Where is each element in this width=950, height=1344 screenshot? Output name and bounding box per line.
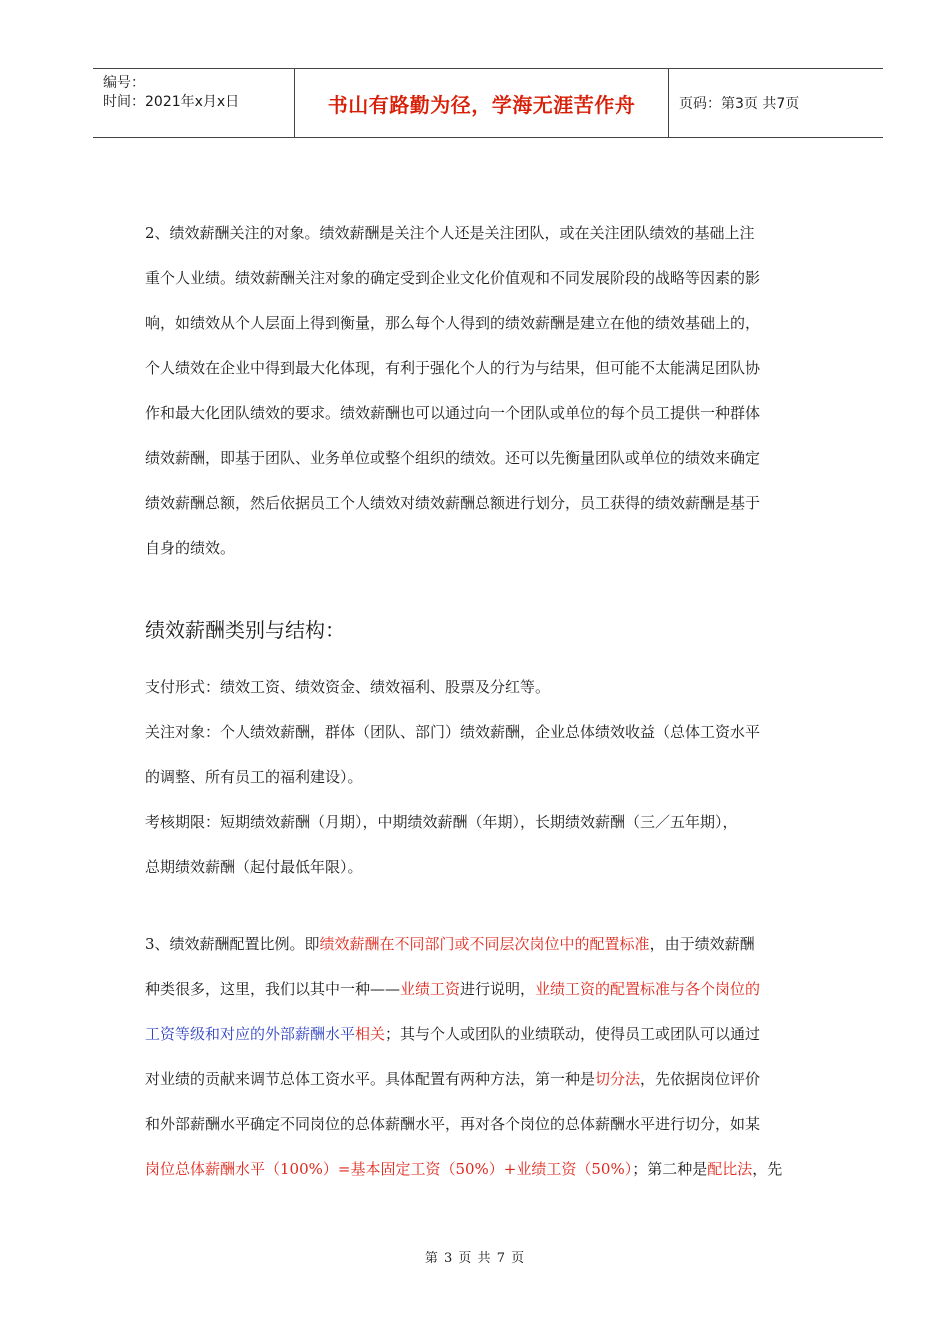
header-meta-cell bbox=[93, 69, 295, 137]
text-line: 绩效薪酬总额，然后依据员工个人绩效对绩效薪酬总额进行划分，员工获得的绩效薪酬是基于 bbox=[145, 494, 761, 512]
highlight-red: 绩效薪酬在不同部门或不同层次岗位中的配置标准 bbox=[319, 935, 650, 953]
page-number-label: 页码：第3页 共7页 bbox=[679, 96, 800, 112]
list-item: 支付形式：绩效工资、绩效资金、绩效福利、股票及分红等。 bbox=[145, 678, 551, 696]
highlight-red: 相关 bbox=[355, 1025, 386, 1043]
text-run: 对业绩的贡献来调节总体工资水平。具体配置有两种方法，第一种是 bbox=[145, 1070, 596, 1088]
serial-label: 编号： bbox=[103, 75, 145, 91]
text-line bbox=[145, 922, 835, 967]
highlight-red: 业绩工资的配置标准与各个岗位的 bbox=[535, 980, 761, 998]
highlight-red: 切分法 bbox=[595, 1070, 641, 1088]
text-run: ，由于绩效薪酬 bbox=[649, 935, 755, 953]
header-page-cell bbox=[669, 69, 883, 137]
section-2-paragraph bbox=[145, 211, 835, 571]
highlight-blue: 工资等级和对应的外部薪酬水平 bbox=[145, 1025, 356, 1043]
list-item: 考核期限：短期绩效薪酬（月期），中期绩效薪酬（年期），长期绩效薪酬（三／五年期）， bbox=[145, 813, 738, 831]
text-run: ；第二种是 bbox=[632, 1160, 708, 1178]
text-line: 绩效薪酬，即基于团队、业务单位或整个组织的绩效。还可以先衡量团队或单位的绩效来确定 bbox=[145, 449, 761, 467]
text-line: 作和最大化团队绩效的要求。绩效薪酬也可以通过向一个团队或单位的每个员工提供一种群体 bbox=[145, 404, 761, 422]
text-line bbox=[145, 1147, 835, 1192]
section-3-paragraph bbox=[145, 922, 835, 1192]
text-line bbox=[145, 1012, 835, 1057]
list-item: 的调整、所有员工的福利建设）。 bbox=[145, 768, 363, 786]
page-footer: 第 3 页 共 7 页 bbox=[424, 1251, 526, 1266]
text-line bbox=[145, 967, 835, 1012]
text-line: 2、绩效薪酬关注的对象。绩效薪酬是关注个人还是关注团队，或在关注团队绩效的基础上注 bbox=[145, 224, 755, 242]
list-item: 总期绩效薪酬（起付最低年限）。 bbox=[145, 858, 363, 876]
text-run: ，先 bbox=[752, 1160, 783, 1178]
motto: 书山有路勤为径，学海无涯苦作舟 bbox=[327, 93, 636, 117]
text-line: 个人绩效在企业中得到最大化体现，有利于强化个人的行为与结果，但可能不太能满足团队协 bbox=[145, 359, 761, 377]
category-list bbox=[145, 665, 835, 890]
text-run: 进行说明， bbox=[460, 980, 536, 998]
highlight-red: 配比法 bbox=[707, 1160, 753, 1178]
text-run: 种类很多，这里，我们以其中一种—— bbox=[145, 980, 401, 998]
text-line: 重个人业绩。绩效薪酬关注对象的确定受到企业文化价值观和不同发展阶段的战略等因素的影 bbox=[145, 269, 761, 287]
text-run: 3、绩效薪酬配置比例。即 bbox=[145, 935, 320, 953]
highlight-red: 业绩工资 bbox=[400, 980, 461, 998]
time-label: 时间：2021年x月x日 bbox=[103, 94, 240, 110]
text-line bbox=[145, 1057, 835, 1102]
category-heading: 绩效薪酬类别与结构： bbox=[145, 618, 345, 642]
text-run: ；其与个人或团队的业绩联动，使得员工或团队可以通过 bbox=[385, 1025, 761, 1043]
text-line: 自身的绩效。 bbox=[145, 539, 236, 557]
highlight-red: 岗位总体薪酬水平（100%）=基本固定工资（50%）+业绩工资（50%） bbox=[145, 1160, 633, 1178]
text-line: 响，如绩效从个人层面上得到衡量，那么每个人得到的绩效薪酬是建立在他的绩效基础上的， bbox=[145, 314, 761, 332]
page-header bbox=[93, 68, 883, 138]
list-item: 关注对象：个人绩效薪酬，群体（团队、部门）绩效薪酬，企业总体绩效收益（总体工资水平 bbox=[145, 723, 761, 741]
text-run: ，先依据岗位评价 bbox=[640, 1070, 761, 1088]
text-line: 和外部薪酬水平确定不同岗位的总体薪酬水平，再对各个岗位的总体薪酬水平进行切分，如某 bbox=[145, 1115, 761, 1133]
header-motto-cell bbox=[295, 69, 669, 137]
